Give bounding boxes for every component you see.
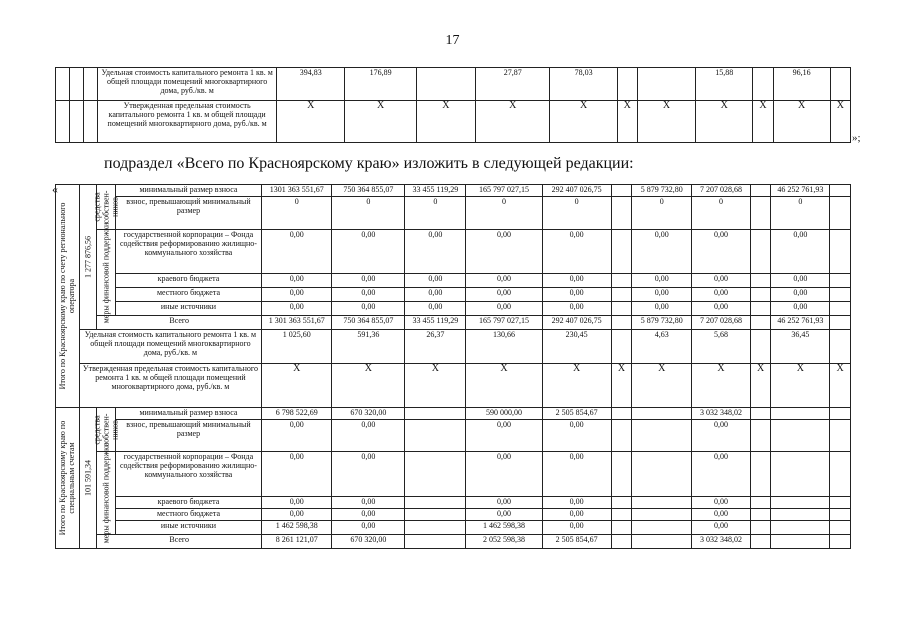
value-cell: X xyxy=(617,101,637,143)
value-cell: 27,87 xyxy=(476,68,550,101)
table-row xyxy=(56,364,851,408)
value-cell: 0,00 xyxy=(692,497,751,509)
page-number: 17 xyxy=(445,33,460,48)
value-cell: 0,00 xyxy=(262,497,332,509)
value-cell: 0,00 xyxy=(332,274,405,288)
value-cell xyxy=(750,274,771,288)
value-cell: 2 505 854,67 xyxy=(542,535,611,549)
value-cell: 2 505 854,67 xyxy=(542,408,611,420)
table-row xyxy=(56,452,851,497)
value-cell: 1 462 598,38 xyxy=(262,521,332,535)
value-cell: X xyxy=(830,101,850,143)
row-label: местного бюджета xyxy=(115,288,261,302)
value-cell: 130,66 xyxy=(466,330,542,364)
table-row xyxy=(56,197,851,230)
value-cell: 0,00 xyxy=(632,274,692,288)
value-cell: 0,00 xyxy=(466,302,542,316)
value-cell: 0,00 xyxy=(466,509,542,521)
table-row xyxy=(56,408,851,420)
value-cell: 46 252 761,93 xyxy=(771,185,830,197)
value-cell xyxy=(830,288,851,302)
value-cell xyxy=(830,509,851,521)
value-cell: X xyxy=(262,364,332,408)
value-cell: X xyxy=(416,101,475,143)
value-cell: 0 xyxy=(542,197,611,230)
value-cell: 0,00 xyxy=(332,230,405,274)
value-cell xyxy=(830,497,851,509)
value-cell xyxy=(750,230,771,274)
table-row xyxy=(56,420,851,452)
value-cell xyxy=(750,452,771,497)
value-cell: 0,00 xyxy=(262,420,332,452)
row-label: государственной корпорации – Фонда содействия реформированию жилищно-коммунального хозяйства xyxy=(115,230,261,274)
table-row xyxy=(56,185,851,197)
value-cell xyxy=(750,408,771,420)
value-cell: 0,00 xyxy=(466,452,542,497)
value-cell: 0 xyxy=(692,197,751,230)
value-cell: 0,00 xyxy=(466,288,542,302)
value-cell: 3 032 348,02 xyxy=(692,535,751,549)
value-cell xyxy=(750,497,771,509)
value-cell xyxy=(632,535,692,549)
value-cell xyxy=(611,408,632,420)
main-table xyxy=(55,184,851,549)
value-cell: 0,00 xyxy=(692,420,751,452)
table-row xyxy=(56,302,851,316)
value-cell: 0,00 xyxy=(332,509,405,521)
value-cell: 0,00 xyxy=(632,230,692,274)
value-cell: X xyxy=(332,364,405,408)
value-cell: X xyxy=(773,101,830,143)
value-cell: 0,00 xyxy=(542,274,611,288)
table-row xyxy=(56,330,851,364)
value-cell xyxy=(830,452,851,497)
value-cell xyxy=(611,274,632,288)
value-cell xyxy=(750,197,771,230)
row-label: Всего xyxy=(97,535,262,549)
value-cell: 0,00 xyxy=(332,288,405,302)
value-cell: 394,83 xyxy=(277,68,345,101)
row-label: Удельная стоимость капитального ремонта 1 кв. м общей площади помещений многоквартирного дома, руб./кв. м xyxy=(79,330,261,364)
value-cell xyxy=(632,497,692,509)
value-cell xyxy=(771,535,830,549)
section-heading: подраздел «Всего по Красноярскому краю» изложить в следующей редакции: xyxy=(104,155,634,172)
value-cell xyxy=(611,185,632,197)
value-cell xyxy=(750,302,771,316)
table-row xyxy=(56,509,851,521)
value-cell xyxy=(632,521,692,535)
value-cell: 0,00 xyxy=(542,420,611,452)
value-cell: 0,00 xyxy=(632,302,692,316)
value-cell xyxy=(405,535,466,549)
value-cell: 5 879 732,80 xyxy=(632,316,692,330)
value-cell xyxy=(611,288,632,302)
value-cell: 0 xyxy=(262,197,332,230)
value-cell: 96,16 xyxy=(773,68,830,101)
value-cell: 292 407 026,75 xyxy=(542,185,611,197)
table-row xyxy=(56,521,851,535)
value-cell: 5,68 xyxy=(692,330,751,364)
value-cell: 0,00 xyxy=(262,230,332,274)
value-cell: X xyxy=(637,101,695,143)
value-cell xyxy=(750,521,771,535)
value-cell: 0,00 xyxy=(542,288,611,302)
value-cell xyxy=(405,521,466,535)
table-row xyxy=(56,230,851,274)
value-cell: 0,00 xyxy=(771,288,830,302)
section-title: Итого по Красноярскому краю по специальным счетам xyxy=(58,420,77,536)
value-cell: 4,63 xyxy=(632,330,692,364)
value-cell: 0,00 xyxy=(771,230,830,274)
value-cell: 2 052 598,38 xyxy=(466,535,542,549)
value-cell: 5 879 732,80 xyxy=(632,185,692,197)
value-cell: 0,00 xyxy=(332,420,405,452)
value-cell: 78,03 xyxy=(550,68,617,101)
value-cell: 591,36 xyxy=(332,330,405,364)
value-cell: 0,00 xyxy=(692,274,751,288)
value-cell: 0 xyxy=(466,197,542,230)
value-cell xyxy=(416,68,475,101)
value-cell: X xyxy=(830,364,851,408)
row-label: местного бюджета xyxy=(115,509,261,521)
value-cell: X xyxy=(771,364,830,408)
value-cell xyxy=(830,420,851,452)
empty-cell xyxy=(84,101,98,143)
value-cell: 26,37 xyxy=(405,330,466,364)
value-cell: 670 320,00 xyxy=(332,408,405,420)
value-cell: 0,00 xyxy=(542,230,611,274)
value-cell: 7 207 028,68 xyxy=(692,185,751,197)
value-cell: 0,00 xyxy=(692,521,751,535)
value-cell: 0,00 xyxy=(332,521,405,535)
value-cell: 230,45 xyxy=(542,330,611,364)
value-cell xyxy=(750,420,771,452)
value-cell: 0,00 xyxy=(542,497,611,509)
value-cell xyxy=(405,420,466,452)
value-cell xyxy=(830,302,851,316)
value-cell xyxy=(405,497,466,509)
value-cell: 33 455 119,29 xyxy=(405,316,466,330)
value-cell xyxy=(830,408,851,420)
value-cell: 1301 363 551,67 xyxy=(262,185,332,197)
empty-cell xyxy=(84,68,98,101)
value-cell xyxy=(771,452,830,497)
row-label: краевого бюджета xyxy=(115,497,261,509)
value-cell xyxy=(611,521,632,535)
value-cell xyxy=(611,230,632,274)
value-cell: 165 797 027,15 xyxy=(466,316,542,330)
value-cell: X xyxy=(466,364,542,408)
value-cell xyxy=(611,509,632,521)
value-cell: 1 025,60 xyxy=(262,330,332,364)
row-label: краевого бюджета xyxy=(115,274,261,288)
value-cell xyxy=(830,330,851,364)
value-cell: 670 320,00 xyxy=(332,535,405,549)
opening-quote: « xyxy=(52,182,58,196)
value-cell xyxy=(830,197,851,230)
value-cell xyxy=(611,316,632,330)
value-cell: 0 xyxy=(771,197,830,230)
value-cell xyxy=(632,509,692,521)
value-cell xyxy=(632,452,692,497)
empty-cell xyxy=(56,68,70,101)
value-cell: X xyxy=(405,364,466,408)
value-cell: 0,00 xyxy=(542,452,611,497)
value-cell xyxy=(771,521,830,535)
value-cell xyxy=(611,452,632,497)
closing-mark: »; xyxy=(852,132,861,144)
value-cell xyxy=(750,316,771,330)
row-label: Утвержденная предельная стоимость капитального ремонта 1 кв. м общей площади помещений многоквартирного дома, руб./кв. м xyxy=(98,101,277,143)
value-cell: 0,00 xyxy=(632,288,692,302)
row-label: иные источники xyxy=(115,302,261,316)
group-owner-label: средства собствен-ников xyxy=(92,413,120,446)
value-cell: 0 xyxy=(405,197,466,230)
value-cell xyxy=(830,521,851,535)
empty-cell xyxy=(56,101,70,143)
value-cell: 0,00 xyxy=(771,274,830,288)
empty-cell xyxy=(70,68,84,101)
value-cell: 0,00 xyxy=(692,509,751,521)
value-cell: 0,00 xyxy=(542,509,611,521)
table-row xyxy=(56,101,851,143)
table-row xyxy=(56,288,851,302)
value-cell: 0,00 xyxy=(332,302,405,316)
value-cell: 36,45 xyxy=(771,330,830,364)
value-cell xyxy=(750,330,771,364)
value-cell: 0,00 xyxy=(466,420,542,452)
empty-cell xyxy=(70,101,84,143)
value-cell: 0,00 xyxy=(262,509,332,521)
value-cell: 0,00 xyxy=(692,302,751,316)
value-cell: 0,00 xyxy=(332,452,405,497)
value-cell xyxy=(830,316,851,330)
value-cell: 0,00 xyxy=(405,288,466,302)
value-cell: X xyxy=(632,364,692,408)
row-label: Утвержденная предельная стоимость капитального ремонта 1 кв. м общей площади помещений многоквартирного дома, руб./кв. м xyxy=(79,364,261,408)
value-cell: 6 798 522,69 xyxy=(262,408,332,420)
row-label: Удельная стоимость капитального ремонта 1 кв. м общей площади помещений многоквартирного дома, руб./кв. м xyxy=(98,68,277,101)
value-cell: 1 462 598,38 xyxy=(466,521,542,535)
value-cell xyxy=(617,68,637,101)
value-cell: 165 797 027,15 xyxy=(466,185,542,197)
value-cell: 0,00 xyxy=(262,302,332,316)
group-cell xyxy=(97,442,116,544)
value-cell xyxy=(611,330,632,364)
row-label: иные источники xyxy=(115,521,261,535)
value-cell: 176,89 xyxy=(345,68,416,101)
value-cell: X xyxy=(611,364,632,408)
value-cell: X xyxy=(542,364,611,408)
value-cell: X xyxy=(696,101,753,143)
value-cell: X xyxy=(550,101,617,143)
area-value: 101 591,34 xyxy=(83,460,93,496)
value-cell: 3 032 348,02 xyxy=(692,408,751,420)
value-cell: 0,00 xyxy=(262,288,332,302)
value-cell: 0,00 xyxy=(771,302,830,316)
value-cell: 0,00 xyxy=(542,521,611,535)
value-cell xyxy=(750,509,771,521)
value-cell xyxy=(830,230,851,274)
value-cell xyxy=(405,408,466,420)
value-cell xyxy=(611,197,632,230)
value-cell: 590 000,00 xyxy=(466,408,542,420)
section-title-cell xyxy=(56,408,80,549)
value-cell: 0,00 xyxy=(466,230,542,274)
value-cell: 0,00 xyxy=(405,230,466,274)
value-cell: X xyxy=(750,364,771,408)
row-label: взнос, превышающий минимальный размер xyxy=(115,197,261,230)
value-cell xyxy=(405,452,466,497)
value-cell xyxy=(611,535,632,549)
value-cell xyxy=(611,420,632,452)
value-cell: 0,00 xyxy=(405,274,466,288)
row-label: взнос, превышающий минимальный размер xyxy=(115,420,261,452)
value-cell xyxy=(750,185,771,197)
value-cell: 0 xyxy=(632,197,692,230)
group-support-label: меры финансовой поддержки xyxy=(101,222,111,323)
value-cell xyxy=(830,274,851,288)
value-cell: 0,00 xyxy=(692,230,751,274)
value-cell: 8 261 121,07 xyxy=(262,535,332,549)
value-cell xyxy=(771,497,830,509)
value-cell xyxy=(405,509,466,521)
value-cell: 750 364 855,07 xyxy=(332,185,405,197)
value-cell: 0,00 xyxy=(405,302,466,316)
value-cell: 0,00 xyxy=(332,497,405,509)
value-cell: X xyxy=(753,101,773,143)
value-cell: 292 407 026,75 xyxy=(542,316,611,330)
value-cell: 1 301 363 551,67 xyxy=(262,316,332,330)
value-cell xyxy=(830,185,851,197)
value-cell: 46 252 761,93 xyxy=(771,316,830,330)
value-cell: 0,00 xyxy=(692,288,751,302)
value-cell: 15,88 xyxy=(696,68,753,101)
section-title: Итого по Красноярскому краю по счету регионального оператора xyxy=(58,202,77,390)
area-value: 1 277 876,56 xyxy=(83,236,93,278)
value-cell: 0 xyxy=(332,197,405,230)
value-cell: X xyxy=(692,364,751,408)
row-label: минимальный размер взноса xyxy=(115,185,261,197)
value-cell: 0,00 xyxy=(466,274,542,288)
value-cell: X xyxy=(277,101,345,143)
value-cell xyxy=(771,509,830,521)
value-cell xyxy=(830,68,850,101)
value-cell xyxy=(637,68,695,101)
table-row xyxy=(56,316,851,330)
row-label: минимальный размер взноса xyxy=(115,408,261,420)
value-cell xyxy=(750,535,771,549)
value-cell xyxy=(753,68,773,101)
value-cell xyxy=(771,420,830,452)
value-cell xyxy=(771,408,830,420)
value-cell: 0,00 xyxy=(262,274,332,288)
value-cell: 0,00 xyxy=(466,497,542,509)
value-cell: 33 455 119,29 xyxy=(405,185,466,197)
table-row xyxy=(56,535,851,549)
value-cell: X xyxy=(345,101,416,143)
value-cell xyxy=(750,288,771,302)
value-cell xyxy=(632,408,692,420)
table-row xyxy=(56,68,851,101)
group-cell xyxy=(97,222,116,323)
row-label: Всего xyxy=(97,316,262,330)
value-cell: 7 207 028,68 xyxy=(692,316,751,330)
group-support-label: меры финансовой поддержки xyxy=(101,442,111,544)
value-cell: X xyxy=(476,101,550,143)
value-cell: 750 364 855,07 xyxy=(332,316,405,330)
value-cell xyxy=(632,420,692,452)
table-row xyxy=(56,497,851,509)
value-cell: 0,00 xyxy=(542,302,611,316)
value-cell xyxy=(830,535,851,549)
value-cell xyxy=(611,302,632,316)
value-cell: 0,00 xyxy=(262,452,332,497)
value-cell xyxy=(611,497,632,509)
table-row xyxy=(56,274,851,288)
value-cell: 0,00 xyxy=(692,452,751,497)
group-owner-label: средства собствен-ников xyxy=(92,190,120,224)
row-label: государственной корпорации – Фонда содействия реформированию жилищно-коммунального хозяйства xyxy=(115,452,261,497)
section-title-cell xyxy=(56,185,80,408)
top-table xyxy=(55,67,851,143)
